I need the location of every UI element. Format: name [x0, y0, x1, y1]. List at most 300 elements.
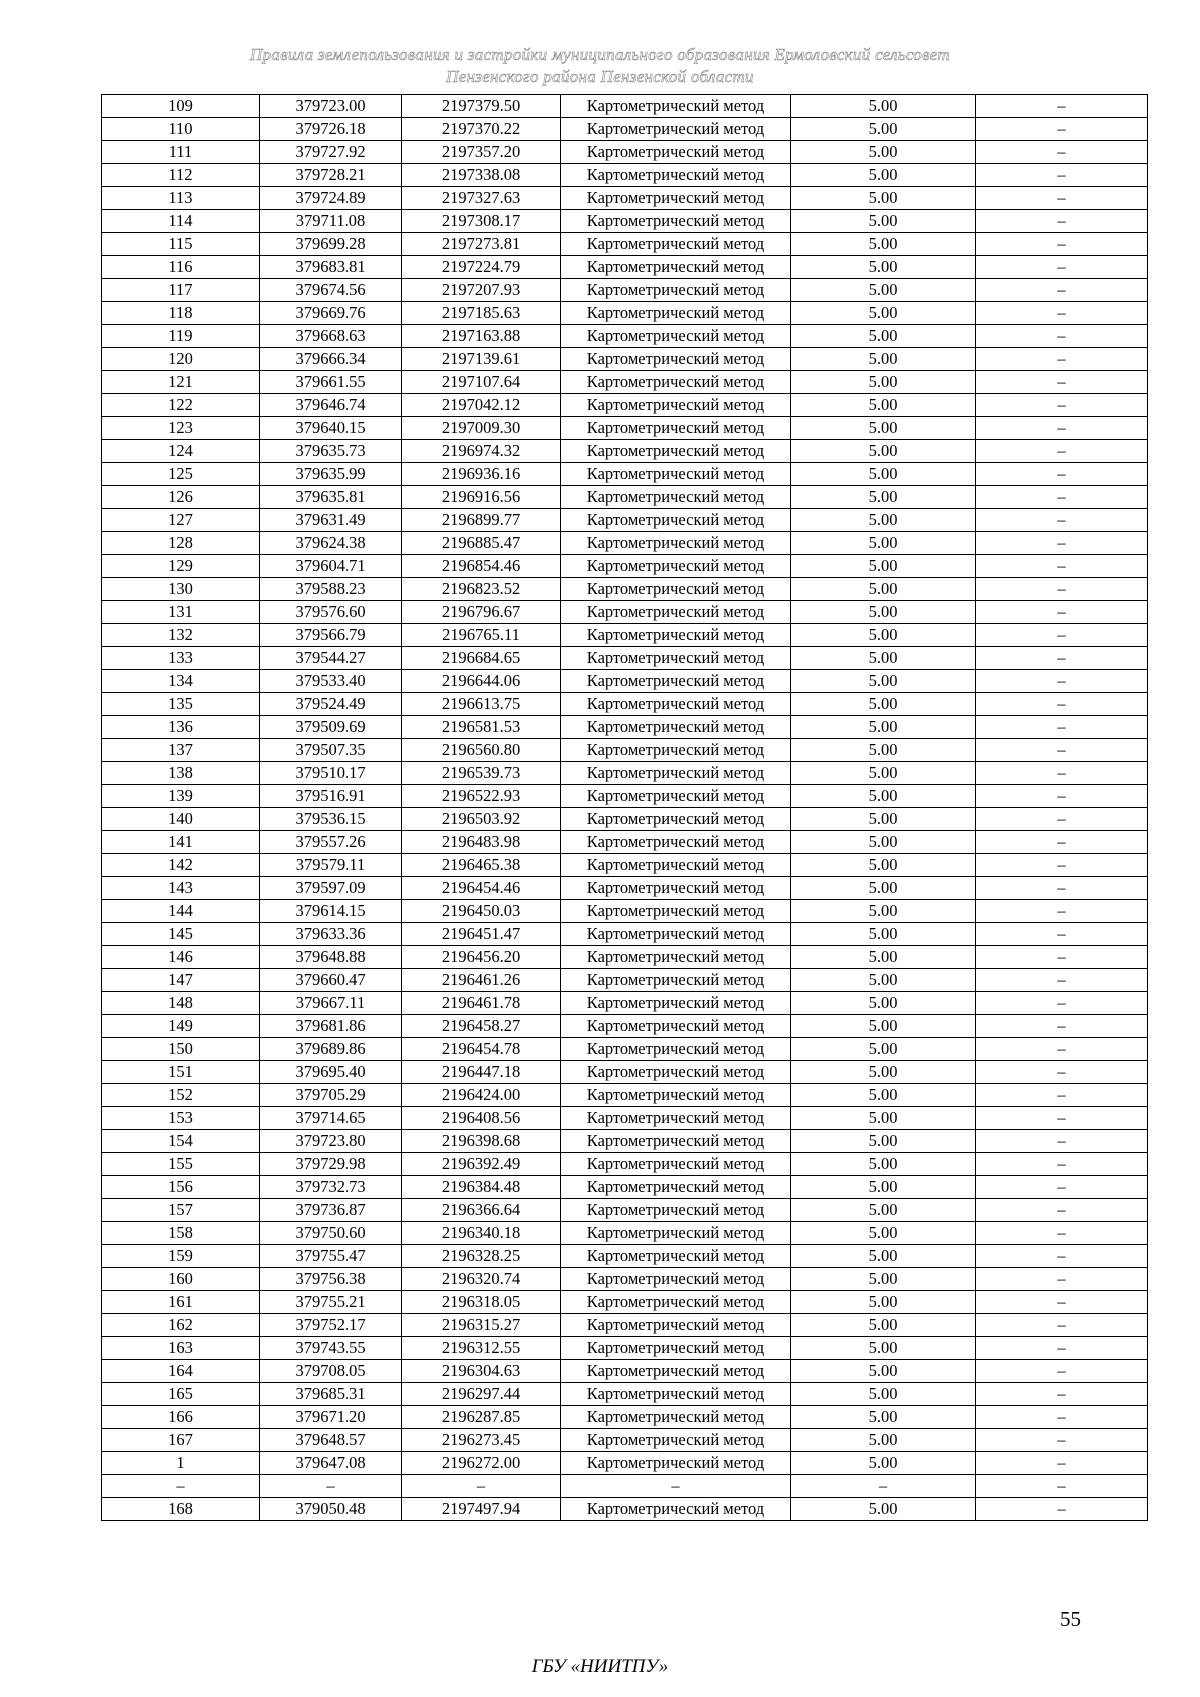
cell-note: – — [976, 1406, 1148, 1429]
cell-point-number: 153 — [102, 1107, 260, 1130]
cell-point-number: 134 — [102, 670, 260, 693]
cell-x-coordinate: 379579.11 — [260, 854, 402, 877]
cell-accuracy: 5.00 — [791, 325, 976, 348]
cell-method: Картометрический метод — [561, 1452, 791, 1475]
cell-y-coordinate: 2197224.79 — [402, 256, 561, 279]
cell-method: Картометрический метод — [561, 1406, 791, 1429]
cell-y-coordinate: 2196613.75 — [402, 693, 561, 716]
cell-y-coordinate: 2197370.22 — [402, 118, 561, 141]
cell-y-coordinate: 2196447.18 — [402, 1061, 561, 1084]
cell-accuracy: 5.00 — [791, 279, 976, 302]
cell-method: Картометрический метод — [561, 1061, 791, 1084]
cell-x-coordinate: 379695.40 — [260, 1061, 402, 1084]
cell-method: Картометрический метод — [561, 1245, 791, 1268]
cell-y-coordinate: 2196454.46 — [402, 877, 561, 900]
cell-x-coordinate: 379689.86 — [260, 1038, 402, 1061]
table-row — [102, 785, 1148, 808]
cell-point-number: 140 — [102, 808, 260, 831]
cell-point-number: 163 — [102, 1337, 260, 1360]
cell-note: – — [976, 1015, 1148, 1038]
cell-y-coordinate: 2196304.63 — [402, 1360, 561, 1383]
cell-y-coordinate: 2196765.11 — [402, 624, 561, 647]
cell-y-coordinate: 2196287.85 — [402, 1406, 561, 1429]
cell-accuracy: 5.00 — [791, 969, 976, 992]
cell-x-coordinate: 379728.21 — [260, 164, 402, 187]
cell-accuracy: 5.00 — [791, 95, 976, 118]
cell-accuracy: 5.00 — [791, 1291, 976, 1314]
cell-accuracy: 5.00 — [791, 187, 976, 210]
table-row — [102, 1153, 1148, 1176]
cell-method: Картометрический метод — [561, 716, 791, 739]
cell-method: Картометрический метод — [561, 1360, 791, 1383]
cell-x-coordinate: 379557.26 — [260, 831, 402, 854]
table-row — [102, 348, 1148, 371]
cell-point-number: 116 — [102, 256, 260, 279]
cell-x-coordinate: 379661.55 — [260, 371, 402, 394]
cell-y-coordinate: 2197273.81 — [402, 233, 561, 256]
cell-point-number: 166 — [102, 1406, 260, 1429]
page-header — [150, 44, 1050, 88]
cell-y-coordinate: 2196581.53 — [402, 716, 561, 739]
cell-y-coordinate: 2196936.16 — [402, 463, 561, 486]
cell-method: Картометрический метод — [561, 1429, 791, 1452]
cell-point-number: 131 — [102, 601, 260, 624]
table-row — [102, 555, 1148, 578]
cell-accuracy: 5.00 — [791, 578, 976, 601]
cell-y-coordinate: 2196384.48 — [402, 1176, 561, 1199]
table-row — [102, 1268, 1148, 1291]
cell-method: Картометрический метод — [561, 233, 791, 256]
page-number: 55 — [1060, 1607, 1081, 1631]
table-row — [102, 256, 1148, 279]
cell-note: – — [976, 440, 1148, 463]
cell-method: Картометрический метод — [561, 302, 791, 325]
cell-note: – — [976, 164, 1148, 187]
cell-method: Картометрический метод — [561, 647, 791, 670]
cell-method: Картометрический метод — [561, 624, 791, 647]
cell-point-number: 126 — [102, 486, 260, 509]
cell-note: – — [976, 233, 1148, 256]
cell-accuracy: 5.00 — [791, 1337, 976, 1360]
table-row — [102, 624, 1148, 647]
table-row — [102, 877, 1148, 900]
cell-x-coordinate: 379597.09 — [260, 877, 402, 900]
cell-x-coordinate: 379635.99 — [260, 463, 402, 486]
cell-method: Картометрический метод — [561, 854, 791, 877]
cell-point-number: 1 — [102, 1452, 260, 1475]
cell-note: – — [976, 1061, 1148, 1084]
cell-note: – — [976, 279, 1148, 302]
cell-x-coordinate: 379614.15 — [260, 900, 402, 923]
cell-y-coordinate: 2197042.12 — [402, 394, 561, 417]
cell-note: – — [976, 555, 1148, 578]
cell-accuracy: 5.00 — [791, 877, 976, 900]
table-row — [102, 1199, 1148, 1222]
cell-y-coordinate: 2197139.61 — [402, 348, 561, 371]
cell-method: Картометрический метод — [561, 1199, 791, 1222]
cell-point-number: 120 — [102, 348, 260, 371]
table-row — [102, 1015, 1148, 1038]
cell-y-coordinate: 2197327.63 — [402, 187, 561, 210]
table-row — [102, 1130, 1148, 1153]
cell-y-coordinate: 2197338.08 — [402, 164, 561, 187]
cell-accuracy: 5.00 — [791, 647, 976, 670]
cell-y-coordinate: 2196916.56 — [402, 486, 561, 509]
cell-method: Картометрический метод — [561, 946, 791, 969]
cell-y-coordinate: 2196461.78 — [402, 992, 561, 1015]
cell-y-coordinate: 2197497.94 — [402, 1498, 561, 1521]
cell-method: Картометрический метод — [561, 969, 791, 992]
cell-y-coordinate: 2196272.00 — [402, 1452, 561, 1475]
cell-note: – — [976, 210, 1148, 233]
cell-accuracy: 5.00 — [791, 1038, 976, 1061]
cell-y-coordinate: 2196503.92 — [402, 808, 561, 831]
cell-accuracy: 5.00 — [791, 1015, 976, 1038]
cell-note: – — [976, 1383, 1148, 1406]
cell-x-coordinate: 379604.71 — [260, 555, 402, 578]
cell-accuracy: 5.00 — [791, 601, 976, 624]
cell-note: – — [976, 670, 1148, 693]
cell-note: – — [976, 693, 1148, 716]
cell-note: – — [976, 1475, 1148, 1498]
cell-method: Картометрический метод — [561, 785, 791, 808]
cell-method: Картометрический метод — [561, 1337, 791, 1360]
cell-method: Картометрический метод — [561, 348, 791, 371]
cell-point-number: 145 — [102, 923, 260, 946]
cell-y-coordinate: 2196796.67 — [402, 601, 561, 624]
table-row — [102, 854, 1148, 877]
cell-method: Картометрический метод — [561, 831, 791, 854]
cell-method: Картометрический метод — [561, 95, 791, 118]
cell-note: – — [976, 1222, 1148, 1245]
cell-note: – — [976, 118, 1148, 141]
cell-x-coordinate: 379723.80 — [260, 1130, 402, 1153]
cell-method: Картометрический метод — [561, 187, 791, 210]
cell-point-number: 125 — [102, 463, 260, 486]
cell-note: – — [976, 348, 1148, 371]
cell-method: Картометрический метод — [561, 762, 791, 785]
cell-point-number: 110 — [102, 118, 260, 141]
cell-method: Картометрический метод — [561, 923, 791, 946]
cell-point-number: 119 — [102, 325, 260, 348]
cell-x-coordinate: 379646.74 — [260, 394, 402, 417]
table-row — [102, 187, 1148, 210]
table-row — [102, 1176, 1148, 1199]
cell-y-coordinate: 2197163.88 — [402, 325, 561, 348]
cell-x-coordinate: 379671.20 — [260, 1406, 402, 1429]
cell-x-coordinate: 379533.40 — [260, 670, 402, 693]
table-row — [102, 1314, 1148, 1337]
table-row — [102, 900, 1148, 923]
cell-accuracy: 5.00 — [791, 1268, 976, 1291]
cell-method: Картометрический метод — [561, 1314, 791, 1337]
cell-note: – — [976, 532, 1148, 555]
table-row — [102, 831, 1148, 854]
cell-x-coordinate: 379683.81 — [260, 256, 402, 279]
cell-y-coordinate: 2196318.05 — [402, 1291, 561, 1314]
cell-x-coordinate: 379660.47 — [260, 969, 402, 992]
cell-point-number: 109 — [102, 95, 260, 118]
cell-note: – — [976, 785, 1148, 808]
cell-x-coordinate: 379674.56 — [260, 279, 402, 302]
table-row — [102, 601, 1148, 624]
cell-y-coordinate: 2196644.06 — [402, 670, 561, 693]
cell-note: – — [976, 1176, 1148, 1199]
table-row — [102, 95, 1148, 118]
cell-accuracy: 5.00 — [791, 946, 976, 969]
cell-point-number: 124 — [102, 440, 260, 463]
cell-point-number: 150 — [102, 1038, 260, 1061]
cell-accuracy: 5.00 — [791, 1406, 976, 1429]
table-row — [102, 1107, 1148, 1130]
cell-note: – — [976, 1360, 1148, 1383]
cell-x-coordinate: 379507.35 — [260, 739, 402, 762]
cell-y-coordinate: 2196450.03 — [402, 900, 561, 923]
cell-x-coordinate: 379635.73 — [260, 440, 402, 463]
coordinates-table — [101, 94, 1148, 1521]
page-footer: ГБУ «НИИТПУ» — [531, 1656, 669, 1677]
cell-point-number: 146 — [102, 946, 260, 969]
cell-y-coordinate: 2196392.49 — [402, 1153, 561, 1176]
cell-y-coordinate: 2196854.46 — [402, 555, 561, 578]
cell-note: – — [976, 1452, 1148, 1475]
cell-y-coordinate: 2196408.56 — [402, 1107, 561, 1130]
cell-y-coordinate: 2196560.80 — [402, 739, 561, 762]
cell-x-coordinate: 379729.98 — [260, 1153, 402, 1176]
cell-x-coordinate: 379752.17 — [260, 1314, 402, 1337]
cell-point-number: 132 — [102, 624, 260, 647]
cell-accuracy: – — [791, 1475, 976, 1498]
cell-accuracy: 5.00 — [791, 440, 976, 463]
cell-point-number: 118 — [102, 302, 260, 325]
table-row — [102, 1360, 1148, 1383]
cell-x-coordinate: – — [260, 1475, 402, 1498]
cell-y-coordinate: 2196684.65 — [402, 647, 561, 670]
cell-point-number: 114 — [102, 210, 260, 233]
cell-x-coordinate: 379633.36 — [260, 923, 402, 946]
table-row — [102, 1084, 1148, 1107]
table-row — [102, 946, 1148, 969]
cell-y-coordinate: 2196398.68 — [402, 1130, 561, 1153]
cell-note: – — [976, 1291, 1148, 1314]
cell-x-coordinate: 379711.08 — [260, 210, 402, 233]
cell-x-coordinate: 379635.81 — [260, 486, 402, 509]
cell-x-coordinate: 379516.91 — [260, 785, 402, 808]
cell-x-coordinate: 379509.69 — [260, 716, 402, 739]
cell-y-coordinate: 2196461.26 — [402, 969, 561, 992]
cell-x-coordinate: 379705.29 — [260, 1084, 402, 1107]
cell-x-coordinate: 379668.63 — [260, 325, 402, 348]
cell-note: – — [976, 187, 1148, 210]
cell-accuracy: 5.00 — [791, 1199, 976, 1222]
table-row — [102, 1038, 1148, 1061]
cell-point-number: 155 — [102, 1153, 260, 1176]
table-row — [102, 1498, 1148, 1521]
cell-method: Картометрический метод — [561, 601, 791, 624]
table-row — [102, 1452, 1148, 1475]
cell-y-coordinate: 2197308.17 — [402, 210, 561, 233]
cell-x-coordinate: 379667.11 — [260, 992, 402, 1015]
table-row — [102, 670, 1148, 693]
table-row — [102, 1245, 1148, 1268]
cell-accuracy: 5.00 — [791, 210, 976, 233]
cell-method: Картометрический метод — [561, 1383, 791, 1406]
cell-method: Картометрический метод — [561, 279, 791, 302]
cell-y-coordinate: 2196340.18 — [402, 1222, 561, 1245]
cell-accuracy: 5.00 — [791, 394, 976, 417]
cell-y-coordinate: 2197009.30 — [402, 417, 561, 440]
cell-point-number: 123 — [102, 417, 260, 440]
cell-y-coordinate: 2196273.45 — [402, 1429, 561, 1452]
cell-accuracy: 5.00 — [791, 785, 976, 808]
cell-point-number: 151 — [102, 1061, 260, 1084]
cell-note: – — [976, 1038, 1148, 1061]
cell-note: – — [976, 1268, 1148, 1291]
table-row — [102, 463, 1148, 486]
coordinates-table-body — [102, 95, 1148, 1521]
cell-accuracy: 5.00 — [791, 509, 976, 532]
cell-y-coordinate: 2197357.20 — [402, 141, 561, 164]
cell-accuracy: 5.00 — [791, 141, 976, 164]
cell-y-coordinate: 2196297.44 — [402, 1383, 561, 1406]
cell-point-number: 121 — [102, 371, 260, 394]
cell-accuracy: 5.00 — [791, 164, 976, 187]
cell-accuracy: 5.00 — [791, 739, 976, 762]
cell-accuracy: 5.00 — [791, 808, 976, 831]
cell-method: Картометрический метод — [561, 417, 791, 440]
cell-y-coordinate: 2196320.74 — [402, 1268, 561, 1291]
cell-method: Картометрический метод — [561, 739, 791, 762]
cell-x-coordinate: 379669.76 — [260, 302, 402, 325]
cell-point-number: 138 — [102, 762, 260, 785]
cell-accuracy: 5.00 — [791, 1061, 976, 1084]
cell-accuracy: 5.00 — [791, 486, 976, 509]
cell-x-coordinate: 379647.08 — [260, 1452, 402, 1475]
cell-method: Картометрический метод — [561, 440, 791, 463]
cell-point-number: 129 — [102, 555, 260, 578]
table-row — [102, 1337, 1148, 1360]
cell-x-coordinate: 379755.47 — [260, 1245, 402, 1268]
cell-accuracy: 5.00 — [791, 1429, 976, 1452]
cell-note: – — [976, 578, 1148, 601]
cell-point-number: 135 — [102, 693, 260, 716]
cell-accuracy: 5.00 — [791, 1222, 976, 1245]
cell-note: – — [976, 854, 1148, 877]
cell-note: – — [976, 486, 1148, 509]
cell-method: Картометрический метод — [561, 371, 791, 394]
table-row — [102, 578, 1148, 601]
cell-note: – — [976, 417, 1148, 440]
cell-point-number: 137 — [102, 739, 260, 762]
cell-method: Картометрический метод — [561, 1107, 791, 1130]
table-row — [102, 1383, 1148, 1406]
cell-accuracy: 5.00 — [791, 1360, 976, 1383]
cell-accuracy: 5.00 — [791, 1498, 976, 1521]
cell-point-number: 160 — [102, 1268, 260, 1291]
cell-x-coordinate: 379699.28 — [260, 233, 402, 256]
cell-note: – — [976, 1429, 1148, 1452]
table-row — [102, 302, 1148, 325]
cell-note: – — [976, 463, 1148, 486]
cell-method: Картометрический метод — [561, 900, 791, 923]
cell-point-number: 157 — [102, 1199, 260, 1222]
cell-point-number: 128 — [102, 532, 260, 555]
cell-method: Картометрический метод — [561, 877, 791, 900]
cell-method: Картометрический метод — [561, 1291, 791, 1314]
table-row — [102, 141, 1148, 164]
cell-y-coordinate: 2196899.77 — [402, 509, 561, 532]
cell-accuracy: 5.00 — [791, 900, 976, 923]
cell-point-number: 152 — [102, 1084, 260, 1107]
cell-point-number: 165 — [102, 1383, 260, 1406]
table-row — [102, 417, 1148, 440]
table-row — [102, 762, 1148, 785]
table-row — [102, 693, 1148, 716]
table-row — [102, 1429, 1148, 1452]
cell-x-coordinate: 379524.49 — [260, 693, 402, 716]
cell-x-coordinate: 379750.60 — [260, 1222, 402, 1245]
cell-method: Картометрический метод — [561, 1176, 791, 1199]
cell-note: – — [976, 739, 1148, 762]
cell-point-number: 168 — [102, 1498, 260, 1521]
cell-method: Картометрический метод — [561, 578, 791, 601]
cell-x-coordinate: 379727.92 — [260, 141, 402, 164]
cell-accuracy: 5.00 — [791, 1176, 976, 1199]
table-row — [102, 992, 1148, 1015]
cell-accuracy: 5.00 — [791, 348, 976, 371]
cell-method: Картометрический метод — [561, 1038, 791, 1061]
cell-y-coordinate: 2196315.27 — [402, 1314, 561, 1337]
cell-x-coordinate: 379640.15 — [260, 417, 402, 440]
table-row — [102, 1406, 1148, 1429]
table-row — [102, 1061, 1148, 1084]
cell-accuracy: 5.00 — [791, 256, 976, 279]
table-row — [102, 1222, 1148, 1245]
cell-note: – — [976, 1199, 1148, 1222]
cell-method: Картометрический метод — [561, 1498, 791, 1521]
cell-accuracy: 5.00 — [791, 302, 976, 325]
cell-note: – — [976, 1498, 1148, 1521]
table-row — [102, 808, 1148, 831]
cell-y-coordinate: 2196312.55 — [402, 1337, 561, 1360]
table-row — [102, 1475, 1148, 1498]
cell-x-coordinate: 379743.55 — [260, 1337, 402, 1360]
cell-y-coordinate: 2197379.50 — [402, 95, 561, 118]
cell-point-number: 130 — [102, 578, 260, 601]
cell-point-number: 149 — [102, 1015, 260, 1038]
cell-y-coordinate: 2196328.25 — [402, 1245, 561, 1268]
cell-x-coordinate: 379510.17 — [260, 762, 402, 785]
table-row — [102, 647, 1148, 670]
cell-method: Картометрический метод — [561, 509, 791, 532]
cell-x-coordinate: 379736.87 — [260, 1199, 402, 1222]
cell-y-coordinate: 2196458.27 — [402, 1015, 561, 1038]
cell-note: – — [976, 877, 1148, 900]
cell-y-coordinate: 2196465.38 — [402, 854, 561, 877]
cell-accuracy: 5.00 — [791, 1314, 976, 1337]
cell-point-number: 142 — [102, 854, 260, 877]
cell-x-coordinate: 379724.89 — [260, 187, 402, 210]
cell-point-number: 164 — [102, 1360, 260, 1383]
cell-point-number: 133 — [102, 647, 260, 670]
cell-note: – — [976, 831, 1148, 854]
cell-note: – — [976, 1084, 1148, 1107]
cell-x-coordinate: 379723.00 — [260, 95, 402, 118]
cell-accuracy: 5.00 — [791, 624, 976, 647]
table-row — [102, 279, 1148, 302]
cell-method: Картометрический метод — [561, 1153, 791, 1176]
cell-point-number: 122 — [102, 394, 260, 417]
